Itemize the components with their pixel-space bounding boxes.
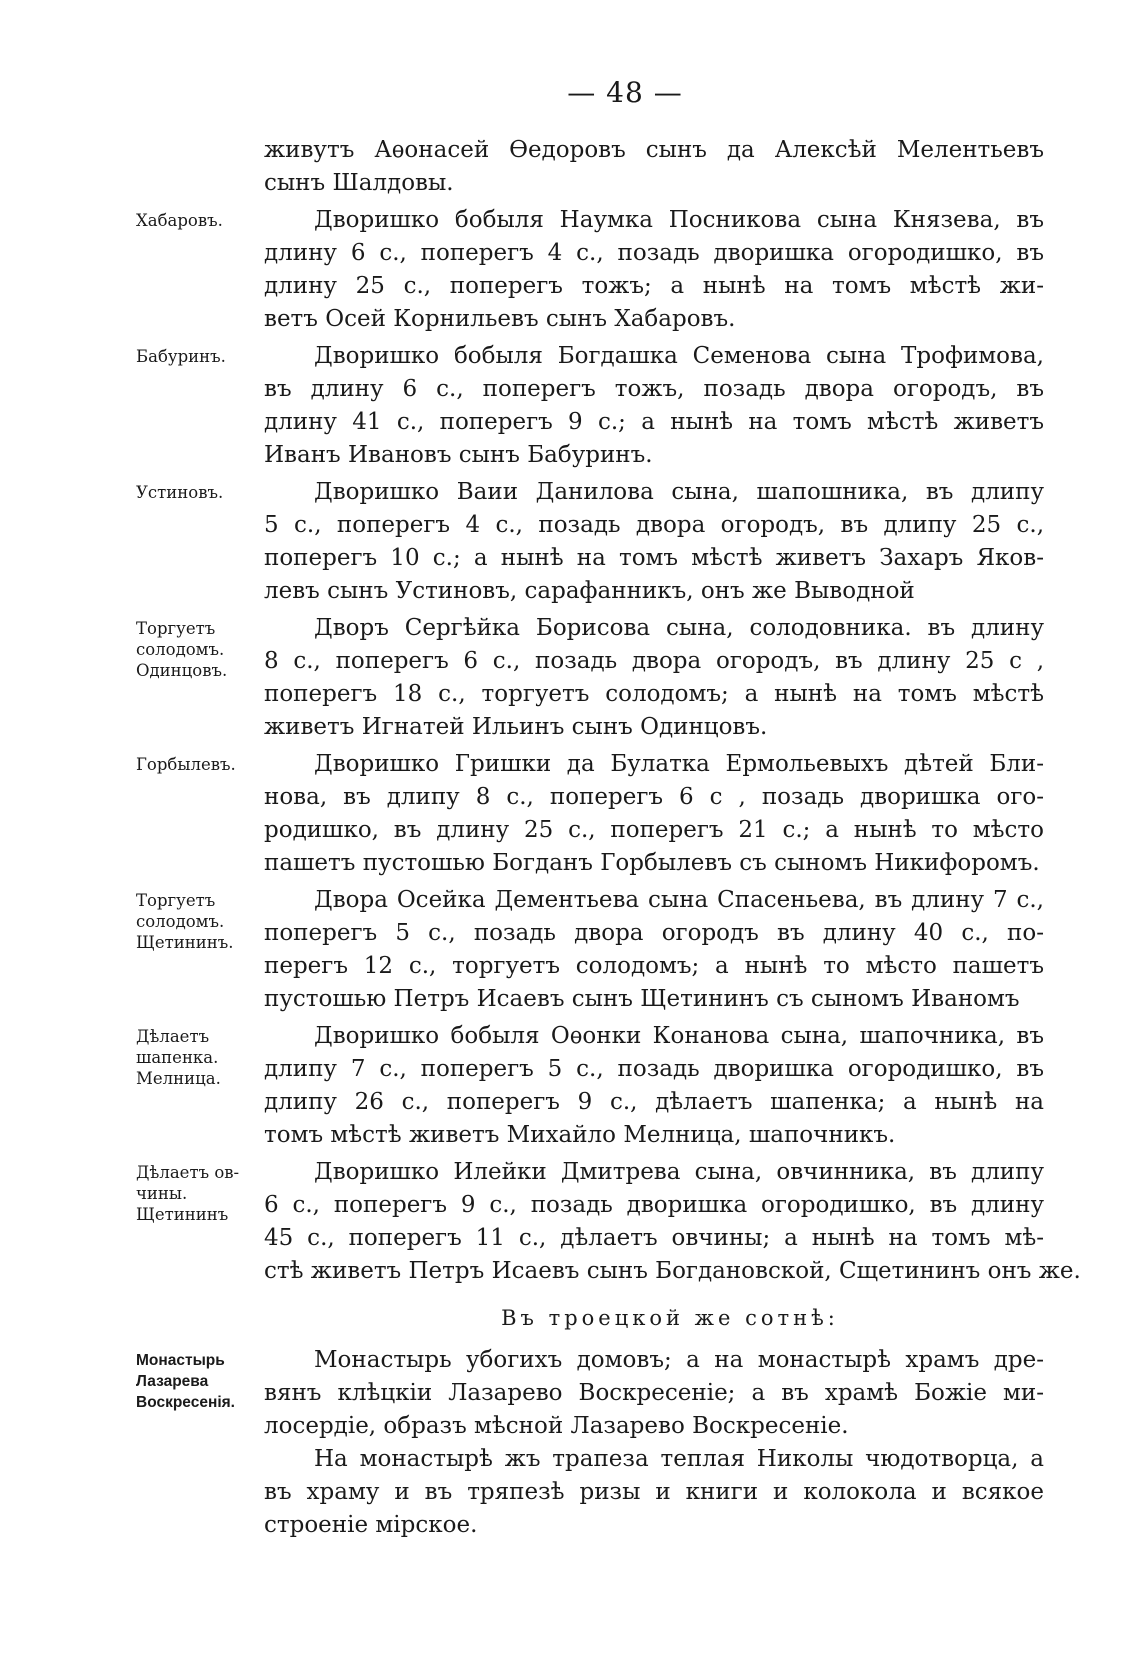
margin-note [136, 1026, 258, 1089]
margin-note-line: Бабуринъ. [136, 347, 226, 366]
entry-text [264, 612, 1044, 744]
text-line: сынъ Шалдовы. [264, 170, 454, 196]
text-line: Дворишко Гришки да Булатка Ермольевыхъ дѣтей Бли- [314, 751, 1044, 777]
text-line: длину 25 с., поперегъ тожъ; а нынѣ на томъ мѣстѣ жи- [264, 273, 1044, 299]
text-line: стѣ живетъ Петръ Исаевъ сынъ Богдановской, Сщетининъ онъ же. [264, 1258, 1081, 1284]
text-line: въ храму и въ тряпезѣ ризы и книги и колокола и всякое [264, 1479, 1044, 1505]
entry [0, 204, 1140, 336]
margin-note-line: Торгуетъ [136, 619, 216, 638]
text-line: Дворишко бобыля Оѳонки Конанова сына, шапочника, въ [314, 1023, 1044, 1049]
text-line: въ длину 6 с., поперегъ тожъ, позадь двора огородъ, въ [264, 376, 1044, 402]
text-line: Дворишко бобыля Наумка Посникова сына Князева, въ [314, 207, 1044, 233]
margin-note [136, 210, 258, 231]
entry-text [264, 1156, 1081, 1288]
text-line: вянъ клѣцкіи Лазарево Воскресеніе; а въ храмѣ Божіе ми- [264, 1380, 1044, 1406]
text-line: Дворишко Ваии Данилова сына, шапошника, въ длипу [314, 479, 1044, 505]
section-heading: Въ троецкой же сотнѣ: [501, 1306, 839, 1330]
text-line: перегъ 12 с., торгуетъ солодомъ; а нынѣ то мѣсто пашетъ [264, 953, 1044, 979]
margin-note-line: Мелница. [136, 1069, 221, 1088]
entry [0, 748, 1140, 880]
margin-note-line: солодомъ. [136, 912, 225, 931]
entry [0, 884, 1140, 1016]
text-line: Дворишко Илейки Дмитрева сына, овчинника, въ длипу [314, 1159, 1044, 1185]
margin-note [136, 346, 258, 367]
text-line: 5 с., поперегъ 4 с., позадь двора огородъ, въ длипу 25 с., [264, 512, 1044, 538]
margin-note-line: Монастырь [136, 1352, 225, 1369]
text-line: левъ сынъ Устиновъ, сарафанникъ, онъ же Выводной [264, 578, 915, 604]
margin-note-line: Одинцовъ. [136, 661, 228, 680]
entry-text [264, 884, 1044, 1016]
text-line: Монастырь убогихъ домовъ; а на монастырѣ храмъ дре- [314, 1347, 1044, 1373]
text-line: поперегъ 18 с., торгуетъ солодомъ; а нынѣ на томъ мѣстѣ [264, 681, 1044, 707]
text-line: ветъ Осей Корнильевъ сынъ Хабаровъ. [264, 306, 736, 332]
entry-text [264, 476, 1044, 608]
text-line: Иванъ Ивановъ сынъ Бабуринъ. [264, 442, 653, 468]
text-line: 8 с., поперегъ 6 с., позадь двора огородъ, въ длину 25 с , [264, 648, 1044, 674]
text-line: На монастырѣ жъ трапеза теплая Николы чюдотворца, а [314, 1446, 1044, 1472]
margin-note [136, 754, 258, 775]
text-line: пашетъ пустошью Богданъ Горбылевъ съ сыномъ Никифоромъ. [264, 850, 1040, 876]
text-line: Дворъ Сергѣйка Борисова сына, солодовника. въ длину [314, 615, 1044, 641]
margin-note-line: Хабаровъ. [136, 211, 223, 230]
text-line: строеніе мірское. [264, 1512, 478, 1538]
margin-note-line: Лазарева [136, 1373, 209, 1390]
text-line: нова, въ длипу 8 с., поперегъ 6 с , позадь дворишка ого- [264, 784, 1044, 810]
margin-note [136, 482, 258, 503]
entry-text [264, 1020, 1044, 1152]
margin-note-line: шапенка. [136, 1048, 219, 1067]
text-line: длипу 26 с., поперегъ 9 с., дѣлаетъ шапенка; а нынѣ на [264, 1089, 1044, 1115]
text-line: Дворишко бобыля Богдашка Семенова сына Трофимова, [314, 343, 1044, 369]
text-line: лосердіе, образъ мѣсной Лазарево Воскресеніе. [264, 1413, 849, 1439]
text-line: Двора Осейка Дементьева сына Спасеньева, въ длину 7 с., [314, 887, 1044, 913]
entries [0, 134, 1140, 1546]
entry-text [264, 204, 1044, 336]
margin-note [136, 1162, 258, 1225]
text-line: поперегъ 10 с.; а нынѣ на томъ мѣстѣ живетъ Захаръ Яков- [264, 545, 1044, 571]
margin-note-line: чины. [136, 1184, 188, 1203]
margin-note-line: Щетининъ. [136, 933, 234, 952]
margin-note-line: солодомъ. [136, 640, 225, 659]
page-number: — 48 — [567, 76, 683, 109]
text-line: родишко, въ длину 25 с., поперегъ 21 с.; а нынѣ то мѣсто [264, 817, 1044, 843]
margin-note-line: Устиновъ. [136, 483, 224, 502]
margin-note-line: Торгуетъ [136, 891, 216, 910]
text-line: длипу 7 с., поперегъ 5 с., позадь дворишка огородишко, въ [264, 1056, 1044, 1082]
text-line: длину 41 с., поперегъ 9 с.; а нынѣ на томъ мѣстѣ живетъ [264, 409, 1044, 435]
entry-text [264, 134, 1044, 200]
entry [0, 340, 1140, 472]
entry [0, 476, 1140, 608]
text-line: живутъ Аѳонасей Ѳедоровъ сынъ да Алексѣй Мелентьевъ [264, 137, 1044, 163]
entry [0, 1020, 1140, 1152]
margin-note-line: Щетининъ [136, 1205, 229, 1224]
text-line: живетъ Игнатей Ильинъ сынъ Одинцовъ. [264, 714, 768, 740]
text-line: томъ мѣстѣ живетъ Михайло Мелница, шапочникъ. [264, 1122, 896, 1148]
entry [0, 1156, 1140, 1288]
text-line: поперегъ 5 с., позадь двора огородъ въ длину 40 с., по- [264, 920, 1044, 946]
section-text [264, 1344, 1044, 1542]
text-line: 45 с., поперегъ 11 с., дѣлаетъ овчины; а нынѣ на томъ мѣ- [264, 1225, 1044, 1251]
margin-note [136, 618, 258, 681]
entry-list [0, 134, 1140, 1288]
text-line: 6 с., поперегъ 9 с., позадь дворишка огородишко, въ длину [264, 1192, 1044, 1218]
entry-text [264, 748, 1044, 880]
margin-note-line: Дѣлаетъ [136, 1027, 210, 1046]
text-line: длину 6 с., поперегъ 4 с., позадь дворишка огородишко, въ [264, 240, 1044, 266]
entry-text [264, 340, 1044, 472]
margin-note [136, 890, 258, 953]
entry [0, 612, 1140, 744]
text-line: пустошью Петръ Исаевъ сынъ Щетининъ съ сыномъ Иваномъ [264, 986, 1020, 1012]
margin-note-line: Дѣлаетъ ов- [136, 1163, 240, 1182]
margin-note-line: Горбылевъ. [136, 755, 236, 774]
margin-note-line: Воскресенія. [136, 1394, 235, 1411]
entry [0, 134, 1140, 200]
section-entry [0, 1344, 1140, 1542]
section-margin-note [136, 1350, 258, 1413]
